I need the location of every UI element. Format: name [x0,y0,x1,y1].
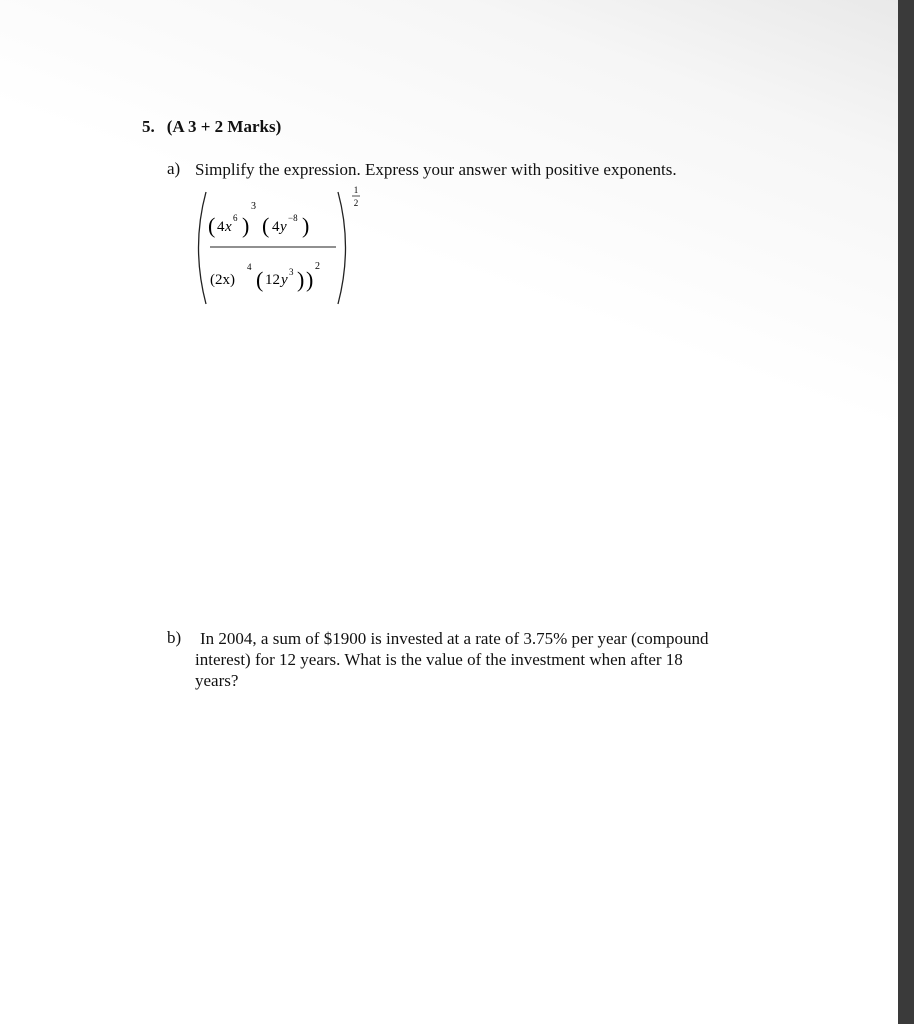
num-term1-var-exp: 6 [233,213,238,223]
num-paren2-open: ( [262,213,270,238]
num-term1-exp: 3 [251,201,256,212]
den-term2-var: y [281,272,288,288]
outer-right-paren [338,192,346,304]
den-term2-base: 12 [265,272,280,288]
question-heading [142,117,281,137]
question-marks: (A 3 + 2 Marks) [166,117,282,136]
page-edge-shadow [898,0,914,1024]
part-b-line-1: In 2004, a sum of $1900 is invested at a rate of 3.75% per year (compound [200,629,709,648]
part-b-label: b) [167,628,182,647]
part-b-question [195,628,775,691]
outer-left-paren [199,192,207,304]
outer-exponent-denominator: 2 [353,198,359,208]
den-term1-exp: 4 [247,262,252,272]
den-term1: (2x) [210,272,235,288]
num-term2-base: 4 [272,219,280,235]
num-term2-var-exp: −8 [288,213,298,223]
part-b-line-3: years? [195,671,239,690]
question-number: 5. [142,117,155,136]
num-term2-var: y [280,219,287,235]
num-paren2-close: ) [302,213,310,238]
num-term1-base: 4 [217,219,225,235]
num-paren1-open: ( [208,213,216,238]
math-expression [190,180,380,315]
den-term2-var-exp: 3 [289,267,294,277]
part-a-instruction: Simplify the expression. Express your answer with positive exponents. [195,160,677,179]
outer-exponent-numerator: 1 [353,185,359,195]
part-a-label: a) [167,159,181,178]
num-term1-var: x [225,219,232,235]
part-b-line-2: interest) for 12 years. What is the value of the investment when after 18 [195,650,683,669]
den-paren2-close-inner: ) [297,267,305,292]
den-paren2-open: ( [256,267,264,292]
expression-svg [190,180,380,315]
num-paren1-close: ) [242,213,250,238]
den-paren2-close: ) [306,267,314,292]
den-term2-exp: 2 [315,261,320,272]
